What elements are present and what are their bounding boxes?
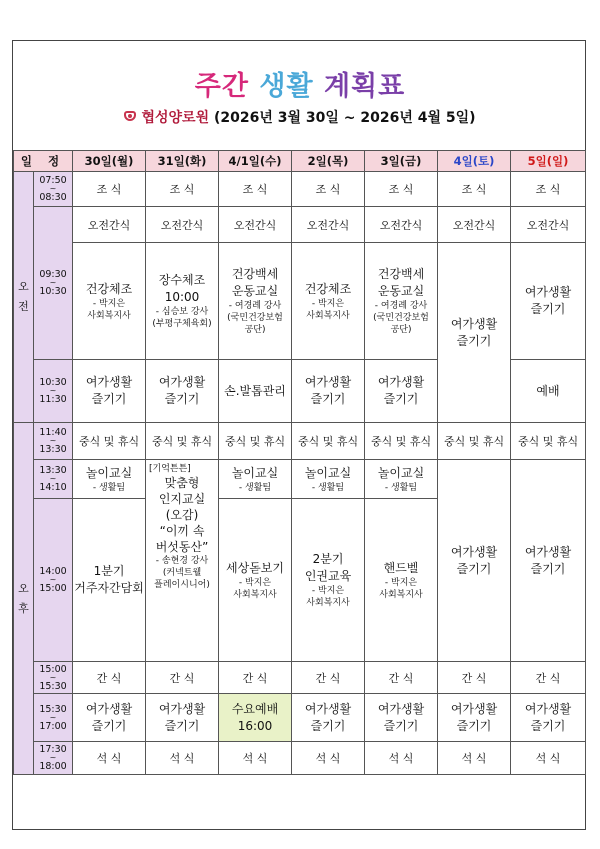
row-breakfast xyxy=(14,172,586,207)
schedule-cell: 조 식 xyxy=(73,172,146,207)
schedule-cell: 석 식 xyxy=(365,742,438,775)
period-pm xyxy=(14,423,34,775)
time-end: 17:00 xyxy=(39,720,67,732)
program-title: 즐기기 xyxy=(310,718,346,733)
schedule-cell xyxy=(73,460,146,499)
schedule-cell: 오전간식 xyxy=(219,207,292,243)
period-am xyxy=(14,172,34,423)
schedule-cell: 간 식 xyxy=(146,662,219,694)
schedule-cell: 석 식 xyxy=(73,742,146,775)
program-title: 여가생활 xyxy=(158,375,206,389)
program-title: 여가생활 xyxy=(450,701,498,716)
program-title: 핸드벨 xyxy=(383,560,419,575)
schedule-cell xyxy=(438,243,511,423)
program-title: 즐기기 xyxy=(310,392,346,406)
time-tilde: ~ xyxy=(49,712,57,722)
program-title: 즐기기 xyxy=(383,392,419,406)
time-cell xyxy=(34,360,73,423)
program-title: 즐기기 xyxy=(530,302,566,316)
program-note: - 생활팀 xyxy=(311,482,345,493)
program-note: - 박지은 사회복지사 xyxy=(87,298,131,321)
schedule-cell: 조 식 xyxy=(438,172,511,207)
program-title: 즐기기 xyxy=(91,718,127,733)
schedule-cell xyxy=(73,499,146,662)
row-am-program xyxy=(14,243,586,360)
time-start: 13:30 xyxy=(39,465,67,476)
schedule-cell xyxy=(438,460,511,662)
row-dinner xyxy=(14,742,586,775)
subtitle xyxy=(0,107,600,127)
program-note: - 생활팀 xyxy=(238,482,272,493)
schedule-cell xyxy=(365,360,438,423)
title-word-weekly: 주간 xyxy=(194,71,249,102)
program-title: 여가생활 xyxy=(85,701,133,716)
schedule-cell: 석 식 xyxy=(146,742,219,775)
time-start: 15:00 xyxy=(39,663,67,675)
program-title: 즐기기 xyxy=(456,718,492,733)
time-cell xyxy=(34,460,73,499)
schedule-cell xyxy=(511,243,586,360)
row-play xyxy=(14,460,586,499)
program-title: 즐기기 xyxy=(456,561,492,576)
time-tilde: ~ xyxy=(49,436,57,445)
schedule-cell: 중식 및 휴식 xyxy=(146,423,219,460)
program-note: - 심승보 강사 (부평구체육회) xyxy=(152,307,212,329)
program-title: 손.발톱관리 xyxy=(224,383,286,398)
org-logo-icon xyxy=(124,111,138,123)
schedule-cell xyxy=(219,460,292,499)
program-title: 예배 xyxy=(536,383,560,398)
schedule-cell xyxy=(292,243,365,360)
program-title: 장수체조 10:00 xyxy=(158,273,206,304)
page-title xyxy=(0,64,600,103)
program-title: 즐기기 xyxy=(164,392,200,406)
schedule-cell xyxy=(219,694,292,742)
time-cell xyxy=(34,207,73,360)
program-title: 여가생활 xyxy=(524,285,572,299)
program-title: 여가생활 xyxy=(158,701,206,716)
time-cell xyxy=(34,742,73,775)
program-title: 즐기기 xyxy=(530,561,566,576)
schedule-cell: 간 식 xyxy=(438,662,511,694)
schedule-cell xyxy=(146,694,219,742)
time-end: 10:30 xyxy=(39,286,67,297)
header-row xyxy=(14,151,586,172)
schedule-cell: 조 식 xyxy=(146,172,219,207)
row-1530 xyxy=(14,694,586,742)
time-cell xyxy=(34,694,73,742)
program-title: 세상돋보기 xyxy=(226,560,284,575)
schedule-cell: 조 식 xyxy=(511,172,586,207)
schedule-cell xyxy=(219,360,292,423)
schedule-cell xyxy=(146,460,219,662)
time-end: 15:30 xyxy=(39,680,67,692)
schedule-cell xyxy=(73,694,146,742)
program-title: 놀이교실 xyxy=(231,465,279,480)
schedule-cell: 조 식 xyxy=(365,172,438,207)
program-title: 1분기 거주자간담회 xyxy=(74,564,144,595)
time-cell xyxy=(34,662,73,694)
time-end: 13:30 xyxy=(39,444,67,455)
schedule-cell: 석 식 xyxy=(219,742,292,775)
period-pm-label: 오 후 xyxy=(18,581,29,615)
day-sat: 4일(토) xyxy=(438,151,511,172)
time-end: 08:30 xyxy=(39,192,67,203)
period-range: (2026년 3월 30일 ~ 2026년 4월 5일) xyxy=(213,110,476,126)
program-title: 여가생활 xyxy=(304,701,352,716)
time-cell xyxy=(34,499,73,662)
title-word-plan: 계획표 xyxy=(323,71,406,102)
program-title: 여가생활 xyxy=(85,375,133,389)
program-title: 즐기기 xyxy=(530,718,566,733)
time-end: 15:00 xyxy=(39,583,67,594)
program-title: 즐기기 xyxy=(91,392,127,406)
program-note: - 생활팀 xyxy=(384,482,418,493)
program-note: - 박지은 사회복지사 xyxy=(306,586,350,608)
schedule-cell: 오전간식 xyxy=(292,207,365,243)
program-title: 즐기기 xyxy=(164,718,200,733)
time-start: 15:30 xyxy=(39,703,67,715)
time-tilde: ~ xyxy=(49,672,57,682)
schedule-cell: 조 식 xyxy=(292,172,365,207)
day-thu: 2일(목) xyxy=(292,151,365,172)
schedule-cell: 중식 및 휴식 xyxy=(365,423,438,460)
program-note: - 여경례 강사 (국민건강보험 공단) xyxy=(227,301,283,335)
program-note: - 생활팀 xyxy=(92,482,126,493)
schedule-cell: 오전간식 xyxy=(438,207,511,243)
time-start: 07:50 xyxy=(39,175,67,186)
program-title: 여가생활 xyxy=(450,544,498,559)
time-cell xyxy=(34,423,73,460)
schedule-cell xyxy=(438,694,511,742)
schedule-cell xyxy=(146,243,219,360)
program-title: 놀이교실 xyxy=(377,465,425,480)
day-mon: 30일(월) xyxy=(73,151,146,172)
time-start: 10:30 xyxy=(39,377,67,388)
program-title: 건강체조 xyxy=(85,281,133,296)
schedule-cell xyxy=(511,460,586,662)
schedule-cell: 중식 및 휴식 xyxy=(219,423,292,460)
schedule-cell: 중식 및 휴식 xyxy=(292,423,365,460)
day-tue: 31일(화) xyxy=(146,151,219,172)
schedule-cell xyxy=(219,499,292,662)
time-tilde: ~ xyxy=(49,753,57,762)
time-end: 11:30 xyxy=(39,394,67,405)
program-title: 놀이교실 xyxy=(85,465,133,480)
program-title: 여가생활 xyxy=(450,316,498,331)
schedule-table xyxy=(13,150,586,775)
time-start: 17:30 xyxy=(39,744,67,755)
schedule-cell xyxy=(73,243,146,360)
row-pm-snack xyxy=(14,662,586,694)
program-title: 건강백세 운동교실 xyxy=(377,267,425,298)
schedule-cell: 중식 및 휴식 xyxy=(73,423,146,460)
program-title: 수요예배 16:00 xyxy=(231,701,279,733)
program-title: 여가생활 xyxy=(524,701,572,716)
program-note: - 송현경 강사 (커넥트웰 플레이시니어) xyxy=(154,556,210,590)
day-sun: 5일(일) xyxy=(511,151,586,172)
day-fri: 3일(금) xyxy=(365,151,438,172)
time-tilde: ~ xyxy=(49,386,57,395)
schedule-cell: 오전간식 xyxy=(146,207,219,243)
time-tilde: ~ xyxy=(49,278,57,287)
program-title: 여가생활 xyxy=(304,375,352,389)
time-cell xyxy=(34,172,73,207)
program-title: 놀이교실 xyxy=(304,465,352,480)
time-tilde: ~ xyxy=(49,184,57,193)
schedule-cell xyxy=(365,460,438,499)
time-start: 14:00 xyxy=(39,566,67,577)
row-am-snack xyxy=(14,207,586,243)
schedule-cell: 오전간식 xyxy=(511,207,586,243)
schedule-cell xyxy=(511,360,586,423)
program-title: 즐기기 xyxy=(383,718,419,733)
schedule-cell xyxy=(146,360,219,423)
schedule-cell: 오전간식 xyxy=(365,207,438,243)
program-note: - 박지은 사회복지사 xyxy=(233,577,277,600)
program-title: 여가생활 xyxy=(524,544,572,559)
schedule-cell: 석 식 xyxy=(511,742,586,775)
schedule-cell xyxy=(73,360,146,423)
schedule-cell xyxy=(365,243,438,360)
schedule-cell: 간 식 xyxy=(73,662,146,694)
row-lunch xyxy=(14,423,586,460)
period-am-label: 오 전 xyxy=(18,280,29,313)
schedule-cell: 중식 및 휴식 xyxy=(511,423,586,460)
schedule-cell: 조 식 xyxy=(219,172,292,207)
program-title: 즐기기 xyxy=(456,333,492,348)
schedule-cell: 석 식 xyxy=(438,742,511,775)
schedule-cell: 간 식 xyxy=(219,662,292,694)
program-title: 2분기 인권교육 xyxy=(304,552,352,583)
program-note: - 여경례 강사 (국민건강보험 공단) xyxy=(373,301,429,335)
schedule-cell xyxy=(511,694,586,742)
program-title: 맞춤형 인지교실 (오감) “이끼 속 버섯동산” xyxy=(155,476,209,554)
schedule-cell: 간 식 xyxy=(511,662,586,694)
program-note: - 박지은 사회복지사 xyxy=(379,577,423,600)
schedule-cell xyxy=(292,360,365,423)
time-start: 11:40 xyxy=(39,427,67,438)
schedule-cell: 석 식 xyxy=(292,742,365,775)
program-title: 건강백세 운동교실 xyxy=(231,267,279,298)
time-start: 09:30 xyxy=(39,269,67,280)
schedule-cell: 간 식 xyxy=(292,662,365,694)
program-title: 여가생활 xyxy=(377,701,425,716)
schedule-cell xyxy=(292,499,365,662)
header-label: 일 정 xyxy=(14,151,73,172)
title-word-life: 생활 xyxy=(259,71,314,102)
program-title: 건강체조 xyxy=(304,281,352,296)
schedule-cell xyxy=(365,499,438,662)
day-wed: 4/1일(수) xyxy=(219,151,292,172)
time-tilde: ~ xyxy=(49,575,57,584)
program-title: 여가생활 xyxy=(377,375,425,389)
schedule-cell: 중식 및 휴식 xyxy=(438,423,511,460)
schedule-cell xyxy=(292,694,365,742)
time-end: 14:10 xyxy=(39,482,67,493)
schedule-cell: 간 식 xyxy=(365,662,438,694)
schedule-cell xyxy=(219,243,292,360)
program-tag: [기억튼튼] xyxy=(149,464,191,474)
time-end: 18:00 xyxy=(39,761,67,772)
schedule-cell xyxy=(365,694,438,742)
program-note: - 박지은 사회복지사 xyxy=(306,298,350,321)
schedule-cell xyxy=(292,460,365,499)
time-tilde: ~ xyxy=(49,474,57,483)
schedule-cell: 오전간식 xyxy=(73,207,146,243)
org-name: 협성양로원 xyxy=(141,110,210,126)
